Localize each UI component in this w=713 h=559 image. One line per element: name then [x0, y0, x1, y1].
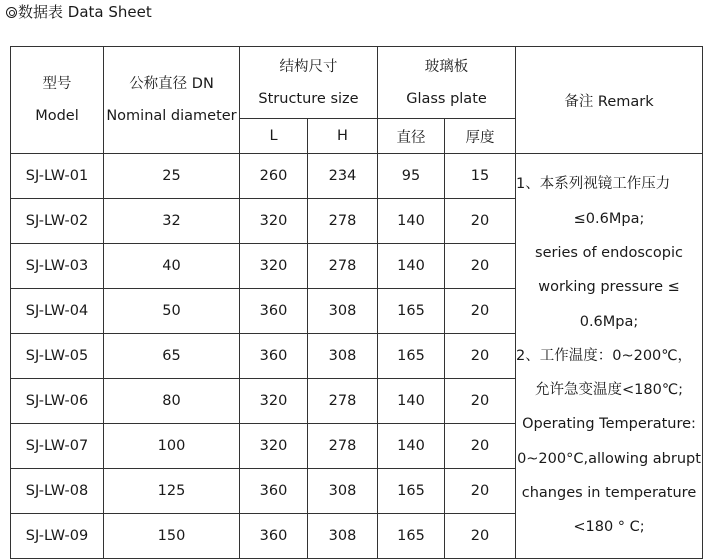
header-structure-size	[240, 47, 378, 119]
cell-diameter: 165	[378, 289, 445, 334]
cell-dn: 125	[104, 469, 240, 514]
cell-thickness: 20	[445, 514, 516, 559]
cell-model: SJ-LW-01	[11, 154, 104, 199]
cell-thickness: 20	[445, 244, 516, 289]
cell-dn: 40	[104, 244, 240, 289]
cell-diameter: 140	[378, 199, 445, 244]
header-L: L	[240, 119, 308, 154]
data-sheet-table	[10, 46, 703, 559]
remark-line: ≤0.6Mpa;	[573, 210, 645, 227]
cell-H: 278	[308, 199, 378, 244]
header-glass-cn: 玻璃板	[424, 58, 469, 75]
cell-thickness: 20	[445, 334, 516, 379]
cell-L: 360	[240, 334, 308, 379]
cell-model: SJ-LW-09	[11, 514, 104, 559]
cell-H: 278	[308, 379, 378, 424]
cell-dn: 32	[104, 199, 240, 244]
remark-line: series of endoscopic	[535, 244, 683, 261]
remark-line: 2、工作温度：0~200℃，	[516, 347, 693, 364]
cell-diameter: 165	[378, 514, 445, 559]
cell-diameter: 165	[378, 469, 445, 514]
cell-L: 320	[240, 379, 308, 424]
cell-H: 278	[308, 424, 378, 469]
cell-H: 308	[308, 514, 378, 559]
header-remark: 备注 Remark	[516, 47, 703, 154]
page-title	[6, 2, 152, 22]
cell-L: 360	[240, 469, 308, 514]
cell-H: 308	[308, 289, 378, 334]
cell-thickness: 15	[445, 154, 516, 199]
remark-cell	[516, 154, 703, 559]
page-title-text: 数据表 Data Sheet	[18, 3, 152, 21]
cell-dn: 25	[104, 154, 240, 199]
cell-model: SJ-LW-02	[11, 199, 104, 244]
remark-line: 0.6Mpa;	[579, 313, 639, 330]
cell-H: 234	[308, 154, 378, 199]
remark-line: working pressure ≤	[538, 279, 680, 296]
cell-model: SJ-LW-03	[11, 244, 104, 289]
header-thickness: 厚度	[445, 119, 516, 154]
cell-H: 278	[308, 244, 378, 289]
cell-dn: 80	[104, 379, 240, 424]
cell-model: SJ-LW-04	[11, 289, 104, 334]
cell-model: SJ-LW-06	[11, 379, 104, 424]
cell-dn: 150	[104, 514, 240, 559]
cell-dn: 65	[104, 334, 240, 379]
header-model-cn: 型号	[42, 76, 72, 92]
header-structure-cn: 结构尺寸	[279, 58, 338, 75]
header-nominal-diameter	[104, 47, 240, 154]
header-row-1	[11, 47, 703, 119]
table-row	[11, 154, 703, 199]
header-glass-plate	[378, 47, 516, 119]
remark-line: 0~200°C,allowing abrupt	[517, 450, 701, 467]
double-circle-icon	[6, 7, 17, 18]
header-structure-en: Structure size	[258, 90, 359, 107]
remark-text	[516, 167, 702, 544]
header-dn-cn: 公称直径 DN	[129, 76, 214, 92]
cell-dn: 100	[104, 424, 240, 469]
cell-L: 360	[240, 289, 308, 334]
cell-dn: 50	[104, 289, 240, 334]
header-dn-en: Nominal diameter	[106, 108, 237, 124]
cell-thickness: 20	[445, 379, 516, 424]
cell-H: 308	[308, 334, 378, 379]
header-model	[11, 47, 104, 154]
header-H: H	[308, 119, 378, 154]
cell-diameter: 140	[378, 424, 445, 469]
cell-model: SJ-LW-07	[11, 424, 104, 469]
remark-line: 允许急变温度<180℃;	[535, 382, 683, 399]
cell-model: SJ-LW-05	[11, 334, 104, 379]
cell-model: SJ-LW-08	[11, 469, 104, 514]
header-model-en: Model	[35, 108, 79, 124]
cell-diameter: 165	[378, 334, 445, 379]
cell-H: 308	[308, 469, 378, 514]
cell-diameter: 140	[378, 379, 445, 424]
cell-L: 360	[240, 514, 308, 559]
remark-line: <180 ° C;	[573, 519, 645, 536]
cell-thickness: 20	[445, 199, 516, 244]
cell-L: 320	[240, 199, 308, 244]
cell-thickness: 20	[445, 469, 516, 514]
remark-line: 1、本系列视镜工作压力	[516, 176, 671, 193]
cell-L: 260	[240, 154, 308, 199]
remark-line: changes in temperature	[521, 485, 697, 502]
header-diameter: 直径	[378, 119, 445, 154]
header-glass-en: Glass plate	[406, 90, 487, 107]
remark-line: Operating Temperature:	[522, 416, 696, 433]
cell-thickness: 20	[445, 289, 516, 334]
cell-L: 320	[240, 244, 308, 289]
cell-diameter: 95	[378, 154, 445, 199]
cell-diameter: 140	[378, 244, 445, 289]
cell-L: 320	[240, 424, 308, 469]
cell-thickness: 20	[445, 424, 516, 469]
